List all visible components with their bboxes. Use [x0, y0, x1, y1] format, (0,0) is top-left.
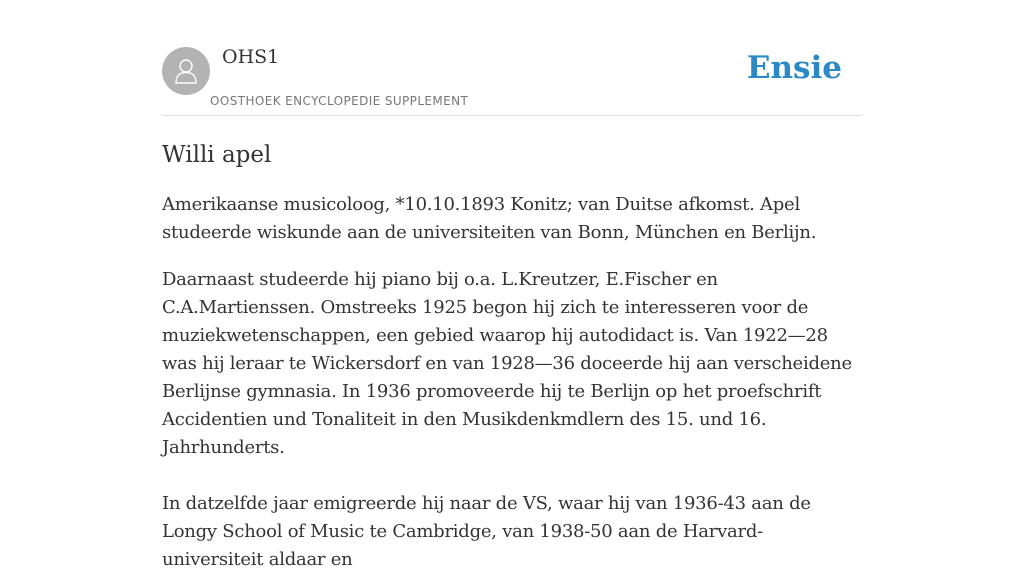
user-avatar[interactable] — [162, 47, 210, 95]
source-label[interactable]: OOSTHOEK ENCYCLOPEDIE SUPPLEMENT — [210, 94, 469, 108]
header — [162, 0, 862, 116]
user-avatar-icon — [171, 56, 201, 86]
article-title: Willi apel — [162, 142, 272, 168]
article-paragraph-2: Daarnaast studeerde hij piano bij o.a. L.Kreutzer, E.Fischer en C.A.Martienssen. Omstreeks 1925 begon hij zich te interesseren voor de muziekwetenschappen, een gebied waarop hij autodidact is. Van 1922—28 was hij leraar te Wickersdorf en van 1928—36 doceerde hij aan verscheidene Berlijnse gymnasia. In 1936 promoveerde hij te Berlijn op het proefschrift Accidentien und Tonaliteit in den Musikdenkmdlern des 15. und 16. Jahrhunderts. In datzelfde jaar emigreerde hij naar de VS, waar hij van 1936-43 aan de Longy School of Music te Cambridge, van 1938-50 aan de Harvard-universiteit aldaar en — [162, 269, 852, 570]
ensie-logo[interactable]: Ensie — [746, 50, 842, 86]
page-container — [162, 0, 862, 574]
article-paragraph-1: Amerikaanse musicoloog, *10.10.1893 Konitz; van Duitse afkomst. Apel studeerde wiskunde aan de universiteiten van Bonn, München en Berlijn. — [162, 194, 817, 243]
author-username[interactable]: OHS1 — [222, 46, 280, 68]
